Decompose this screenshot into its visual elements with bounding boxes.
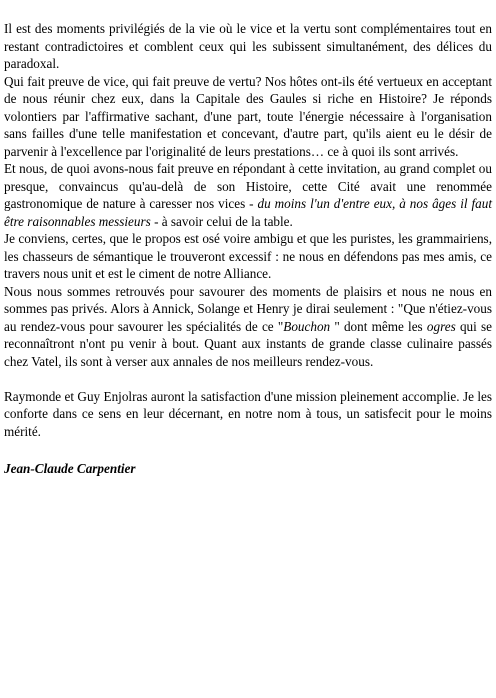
paragraph-text: Je conviens, certes, que le propos est osé voire ambigu et que les puristes, les grammairiens, les chasseurs de sémantique le trouveront excessif : ne nous en défendons pas mes amis, ce travers nous unit et est le ciment de notre Alliance. bbox=[4, 231, 492, 281]
paragraph-italic-ogres: ogres bbox=[426, 318, 456, 334]
paragraph-paradox bbox=[4, 20, 492, 73]
paragraph-invitation bbox=[4, 160, 492, 230]
paragraph-spacer bbox=[4, 370, 492, 388]
paragraph-hosts bbox=[4, 73, 492, 161]
document-body bbox=[4, 20, 492, 478]
paragraph-text: Nous nous sommes retrouvés pour savourer des moments de plaisirs et nous ne nous en sommes pas privés. Alors à Annick, Solange et Henry je dirai seulement : "Que n'étiez-vous au rendez-vous pour savourer les spécialités de ce " bbox=[4, 283, 492, 334]
paragraph-pleasures bbox=[4, 283, 492, 371]
paragraph-text: qui se reconnaîtront n'ont pu venir à bout. Quant aux instants de grande classe culinaire passés chez Vatel, ils sont à verser aux annales de nos meilleurs rendez-vous. bbox=[4, 318, 492, 369]
paragraph-text: Raymonde et Guy Enjolras auront la satisfaction d'une mission pleinement accomplie. Je les conforte dans ce sens en leur décernant, en notre nom à tous, un satisfecit pour le moins mérité. bbox=[4, 388, 492, 439]
paragraph-italic-bouchon: Bouchon bbox=[283, 318, 331, 334]
paragraph-text: " dont même les bbox=[330, 318, 427, 334]
paragraph-text: - à savoir celui de la table. bbox=[150, 213, 293, 229]
paragraph-italic-aside: du moins l'un d'entre eux, à nos âges il faut être raisonnables messieurs bbox=[4, 196, 492, 229]
paragraph-text: Qui fait preuve de vice, qui fait preuve de vertu? Nos hôtes ont-ils été vertueux en acceptant de nous réunir chez eux, dans la Capitale des Gaules si riche en Histoire? Je réponds volontiers par l'affirmative sachant, d'une part, toute l'énergie nécessaire à l'organisation sans failles d'une telle manifestation et concevant, d'autre part, qu'ils aient eu le désir de parvenir à l'excellence par l'originalité de leurs prestations… ce à quoi ils sont arrivés. bbox=[4, 73, 492, 159]
paragraph-text: Il est des moments privilégiés de la vie où le vice et la vertu sont complémentaires tout en restant contradictoires et comblent ceux qui les subissent simultanément, des délices du paradoxal. bbox=[4, 21, 492, 71]
paragraph-text: Et nous, de quoi avons-nous fait preuve en répondant à cette invitation, au grand complet ou presque, convaincus qu'au-delà de son Histoire, cette Cité avait une renommée gastronomique de nature à caresser nos vices - bbox=[4, 161, 492, 211]
paragraph-thanks bbox=[4, 388, 492, 441]
paragraph-spacer bbox=[4, 440, 492, 460]
paragraph-purists bbox=[4, 230, 492, 283]
signature: Jean-Claude Carpentier bbox=[4, 461, 136, 476]
